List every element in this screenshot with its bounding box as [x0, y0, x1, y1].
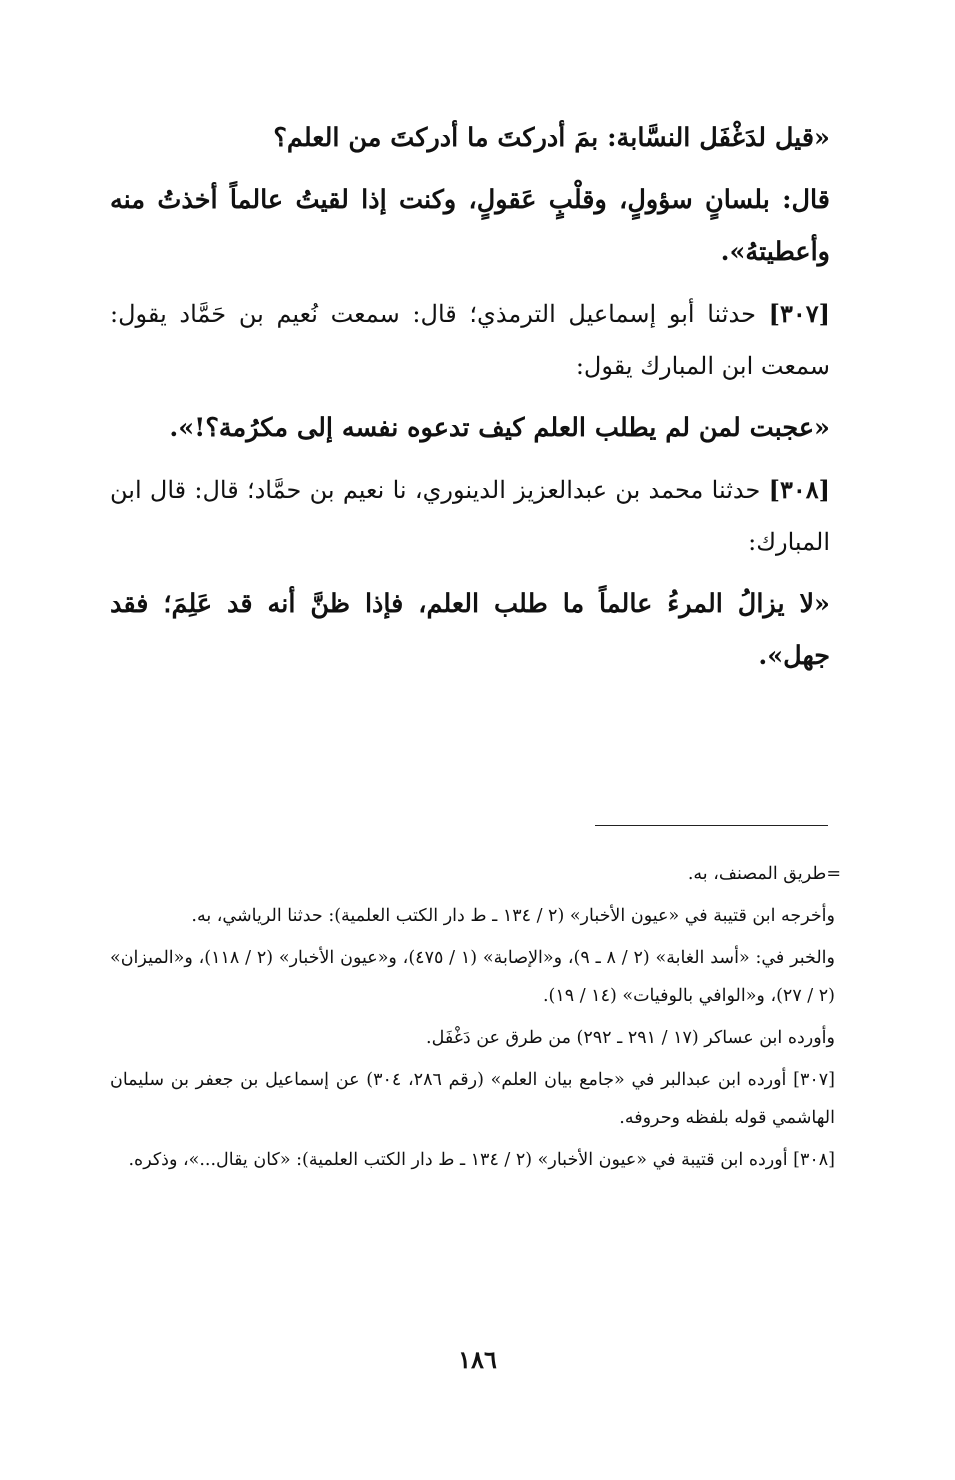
page-number: ١٨٦ [458, 1345, 497, 1374]
footnote-continuation: =طريق المصنف، به. [687, 864, 841, 884]
footnotes [110, 855, 841, 1183]
quote-ibn-mubarak-2: «لا يزالُ المرءُ عالماً ما طلب العلم، فإذا ظنَّ أنه قد عَلِمَ؛ فقد جهل». [110, 589, 830, 671]
footnote-307: [٣٠٧] أورده ابن عبدالبر في «جامع بيان العلم» (رقم ٢٨٦، ٣٠٤) عن إسماعيل بن جعفر بن سليمان الهاشمي قوله بلفظه وحروفه. [110, 1070, 835, 1128]
hadith-307-chain: حدثنا أبو إسماعيل الترمذي؛ قال: سمعت نُعيم بن حَمَّاد يقول: سمعت ابن المبارك يقول: [110, 300, 830, 380]
footnote-ibn-qutayba: وأخرجه ابن قتيبة في «عيون الأخبار» (٢ / ١٣٤ ـ ط دار الكتب العلمية): حدثنا الرياشي، به. [191, 906, 835, 926]
footnote-sources: والخبر في: «أسد الغابة» (٢ / ٨ ـ ٩)، و«الإصابة» (١ / ٤٧٥)، و«عيون الأخبار» (٢ / ١١٨)، و«الميزان» (٢ / ٢٧)، و«الوافي بالوفيات» (١٤ / ١٩). [110, 948, 835, 1006]
hadith-308-number: [٣٠٨] [768, 475, 830, 504]
hadith-308-chain: حدثنا محمد بن عبدالعزيز الدينوري، نا نعيم بن حمَّاد؛ قال: قال ابن المبارك: [110, 476, 830, 556]
hadith-308 [110, 464, 830, 568]
quote-ibn-mubarak-1: «عجبت لمن لم يطلب العلم كيف تدعوه نفسه إلى مكرُمة؟!». [169, 413, 830, 443]
hadith-307-number: [٣٠٧] [768, 299, 830, 328]
main-text [110, 112, 830, 692]
footnote-308: [٣٠٨] أورده ابن قتيبة في «عيون الأخبار» (٢ / ١٣٤ ـ ط دار الكتب العلمية): «كان يقال...»، وذكره. [128, 1150, 835, 1170]
footnote-separator [595, 825, 828, 826]
quote-daghfal-question: «قيل لدَغْفَل النسَّابة: بمَ أدركتَ ما أدركتَ من العلم؟ [273, 123, 830, 153]
hadith-307 [110, 288, 830, 392]
footnote-ibn-asakir: وأورده ابن عساكر (١٧ / ٢٩١ ـ ٢٩٢) من طرق عن دَغْفَل. [426, 1028, 835, 1048]
quote-daghfal-answer: قال: بلسانٍ سؤولٍ، وقلْبٍ عَقولٍ، وكنت إذا لقيتُ عالماً أخذتُ منه وأعطيتهُ». [110, 185, 830, 267]
